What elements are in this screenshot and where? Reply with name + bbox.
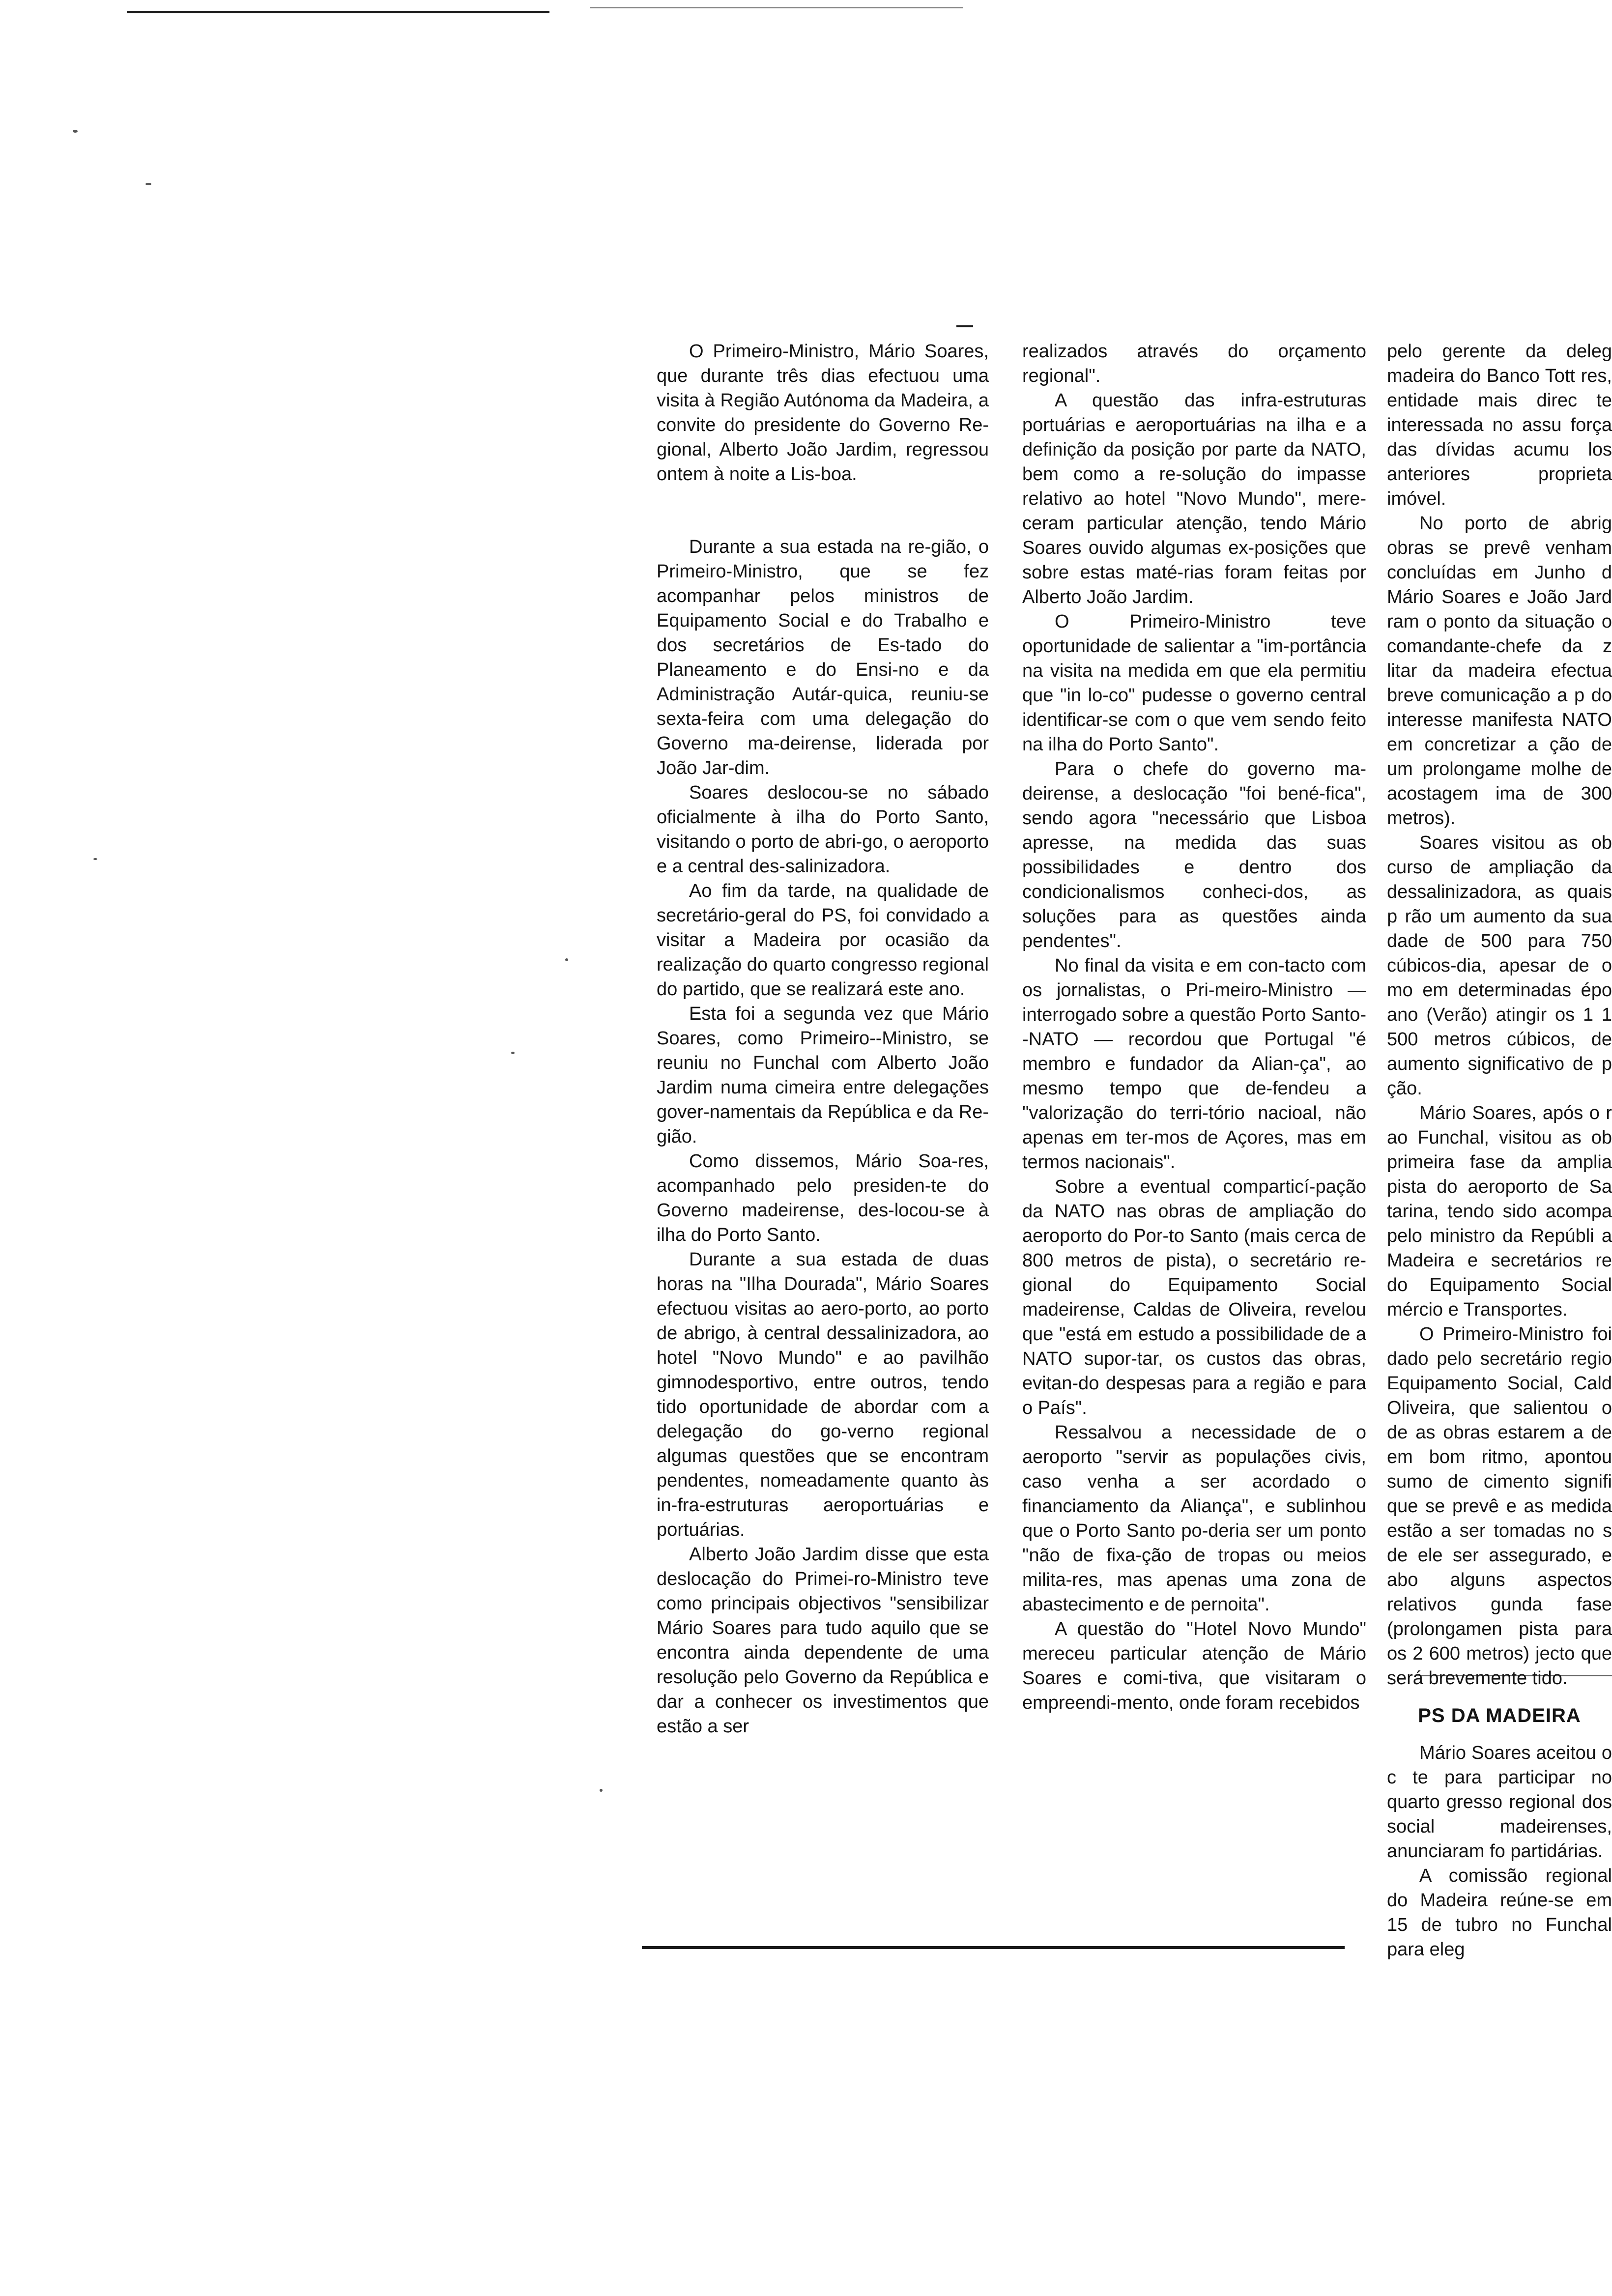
paragraph: Soares visitou as ob curso de ampliação da dessalinizadora, as quais p rão um aumento da sua dade de 500 para 750 cúbicos-dia, apesar de o mo em determinadas épo ano (Verão) atingir os 1 1 500 metros cúbicos, de aumento significativo de p ção. <box>1387 832 1612 1099</box>
scan-speck <box>511 1052 515 1054</box>
paragraph: Durante a sua estada na re-gião, o Primeiro-Ministro, que se fez acompanhar pelos ministros de Equipamento Social e do Trabalho e dos secretários de Es-tado do Planeamento e do Ensi-no e da Administração Autár-quica, reuniu-se sexta-feira com uma delegação do Governo ma-deirense, liderada por João Jar-dim. <box>657 537 989 778</box>
paragraph: Mário Soares aceitou o c te para participar no quarto gresso regional dos social madeirenses, anunciaram fo partidárias. <box>1387 1743 1612 1862</box>
section-subheading: PS DA MADEIRA <box>1418 1705 1581 1726</box>
top-rule-right <box>590 7 963 8</box>
top-rule-left <box>127 11 549 13</box>
paragraph: Esta foi a segunda vez que Mário Soares, como Primeiro--Ministro, se reuniu no Funchal com Alberto João Jardim numa cimeira entre delegações gover-namentais da República e da Re-gião. <box>657 1004 989 1147</box>
paragraph: pelo gerente da deleg madeira do Banco Tott res, entidade mais direc te interessada no assu força das dívidas acumu los anteriores proprieta imóvel. <box>1387 341 1612 509</box>
paragraph: O Primeiro-Ministro foi dado pelo secretário regio Equipamento Social, Cald Oliveira, que salientou o de as obras estarem a de em bom ritmo, apontou sumo de cimento signifi que se prevê e as medida estão a ser tomadas no s de ele ser assegurado, e abo alguns aspectos relativos gunda fase (prolongamen pista para os 2 600 metros) jecto que será brevemente tido. <box>1387 1324 1612 1689</box>
scan-speck <box>73 130 78 133</box>
article-column-3 <box>1366 339 1612 1960</box>
article-column-1 <box>657 339 989 1917</box>
scan-speck <box>565 958 568 961</box>
scan-speck <box>600 1789 603 1792</box>
bottom-rule <box>642 1946 1345 1949</box>
paragraph: Soares deslocou-se no sábado oficialmente à ilha do Porto Santo, visitando o porto de abri-go, o aeroporto e a central des-salinizadora. <box>657 782 989 877</box>
scan-speck <box>145 183 151 185</box>
paragraph: Como dissemos, Mário Soa-res, acompanhado pelo presiden-te do Governo madeirense, des-locou-se à ilha do Porto Santo. <box>657 1151 989 1245</box>
paragraph: Alberto João Jardim disse que esta deslocação do Primei-ro-Ministro teve como principais objectivos "sensibilizar Mário Soares para tudo aquilo que se encontra ainda dependente de uma resolução pelo Governo da República e dar a conhecer os investimentos que estão a ser <box>657 1544 989 1737</box>
article-column-2 <box>1022 339 1366 1926</box>
paragraph: O Primeiro-Ministro, Mário Soares, que durante três dias efectuou uma visita à Região Autónoma da Madeira, a convite do presidente do Governo Re-gional, Alberto João Jardim, regressou ontem à noite a Lis-boa. <box>657 341 989 485</box>
paragraph: Sobre a eventual comparticí-pação da NATO nas obras de ampliação do aeroporto do Por-to Santo (mais cerca de 800 metros de pista), o secretário re-gional do Equipamento Social madeirense, Caldas de Oliveira, revelou que "está em estudo a possibilidade de a NATO supor-tar, os custos das obras, evitan-do despesas para a região e para o País". <box>1022 1177 1366 1418</box>
scan-speck <box>93 858 97 860</box>
paragraph: Para o chefe do governo ma-deirense, a deslocação "foi bené-fica", sendo agora "necessário que Lisboa apresse, na medida das suas possibilidades e dentro dos condicionalismos conheci-dos, as soluções para as questões ainda pendentes". <box>1022 759 1366 951</box>
paragraph: O Primeiro-Ministro teve oportunidade de salientar a "im-portância na visita na medida em que ela permitiu que "in lo-co" pudesse o governo central identificar-se com o que vem sendo feito na ilha do Porto Santo". <box>1022 611 1366 755</box>
paragraph: Ressalvou a necessidade de o aeroporto "servir as populações civis, caso venha a ser acordado o financiamento da Aliança", e sublinhou que o Porto Santo po-deria ser um ponto "não de fixa-ção de tropas ou meios milita-res, mas apenas uma zona de abastecimento e de pernoita". <box>1022 1422 1366 1615</box>
paragraph: Ao fim da tarde, na qualidade de secretário-geral do PS, foi convidado a visitar a Madeira por ocasião da realização do quarto congresso regional do partido, que se realizará este ano. <box>657 881 989 1000</box>
paragraph: No final da visita e em con-tacto com os jornalistas, o Pri-meiro-Ministro — interrogado sobre a questão Porto Santo--NATO — recordou que Portugal "é membro e fundador da Alian-ça", ao mesmo tempo que de-fendeu a "valorização do terri-tório nacioal, não apenas em ter-mos de Açores, mas em termos nacionais". <box>1022 955 1366 1173</box>
paragraph: A comissão regional do Madeira reúne-se em 15 de tubro no Funchal para eleg <box>1387 1866 1612 1960</box>
paragraph: A questão das infra-estruturas portuárias e aeroportuárias na ilha e a definição da posição por parte da NATO, bem como a re-solução do impasse relativo ao hotel "Novo Mundo", mere-ceram particular atenção, tendo Mário Soares ouvido algumas ex-posições que sobre estas maté-rias foram feitas por Alberto João Jardim. <box>1022 390 1366 607</box>
col1-top-tick <box>956 325 973 327</box>
paragraph: Durante a sua estada de duas horas na "Ilha Dourada", Mário Soares efectuou visitas ao aero-porto, ao porto de abrigo, à central dessalinizadora, ao hotel "Novo Mundo" e ao pavilhão gimnodesportivo, entre outros, tendo tido oportunidade de abordar com a delegação do go-verno regional algumas questões que se encontram pendentes, nomeadamente quanto às in-fra-estruturas aeroportuárias e portuárias. <box>657 1249 989 1540</box>
paragraph: A questão do "Hotel Novo Mundo" mereceu particular atenção de Mário Soares e comi-tiva, que visitaram o empreendi-mento, onde foram recebidos <box>1022 1619 1366 1713</box>
paragraph: Mário Soares, após o r ao Funchal, visitou as ob primeira fase da amplia pista do aeroporto de Sa tarina, tendo sido acompa pelo ministro da Repúbli a Madeira e secretários re do Equipamento Social mércio e Transportes. <box>1387 1103 1612 1320</box>
paragraph: No porto de abrig obras se prevê venham concluídas em Junho d Mário Soares e João Jard ram o ponto da situação o comandante-chefe da z litar da madeira efectua breve comunicação a p do interesse manifesta NATO em concretizar a ção de um prolongame molhe de acostagem ima de 300 metros). <box>1387 513 1612 829</box>
paragraph: realizados através do orçamento regional". <box>1022 341 1366 386</box>
